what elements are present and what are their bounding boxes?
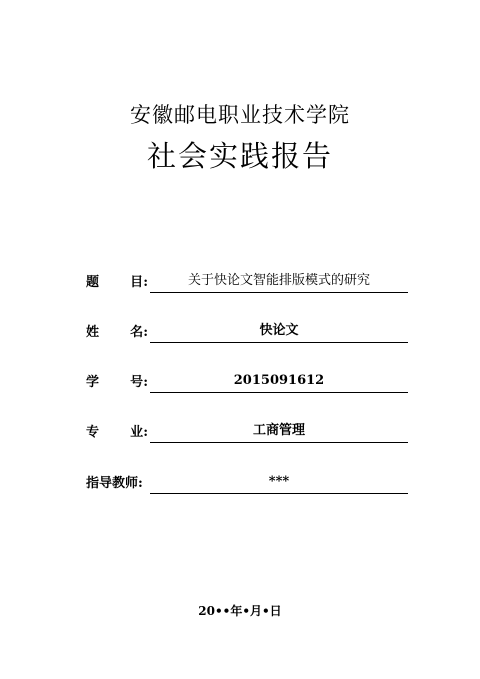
report-date: 20••年•月•日 bbox=[198, 604, 282, 618]
field-major bbox=[86, 423, 408, 443]
field-topic-label: 题 目: bbox=[86, 275, 148, 290]
field-advisor-value: *** bbox=[150, 473, 408, 494]
field-major-value: 工商管理 bbox=[150, 422, 408, 443]
field-topic-value: 关于快论文智能排版模式的研究 bbox=[150, 272, 408, 293]
field-advisor bbox=[86, 474, 408, 494]
school-name: 安徽邮电职业技术学院 bbox=[130, 103, 350, 127]
field-student-id bbox=[86, 373, 408, 393]
field-name bbox=[86, 323, 408, 343]
field-name-value: 快论文 bbox=[150, 322, 408, 343]
field-major-label: 专 业: bbox=[86, 425, 148, 440]
field-topic bbox=[86, 273, 408, 293]
field-advisor-label: 指导教师: bbox=[86, 476, 143, 491]
field-student-id-value: 2015091612 bbox=[150, 372, 408, 393]
report-title: 社会实践报告 bbox=[146, 139, 333, 173]
field-name-label: 姓 名: bbox=[86, 325, 148, 340]
field-student-id-label: 学 号: bbox=[86, 375, 148, 390]
